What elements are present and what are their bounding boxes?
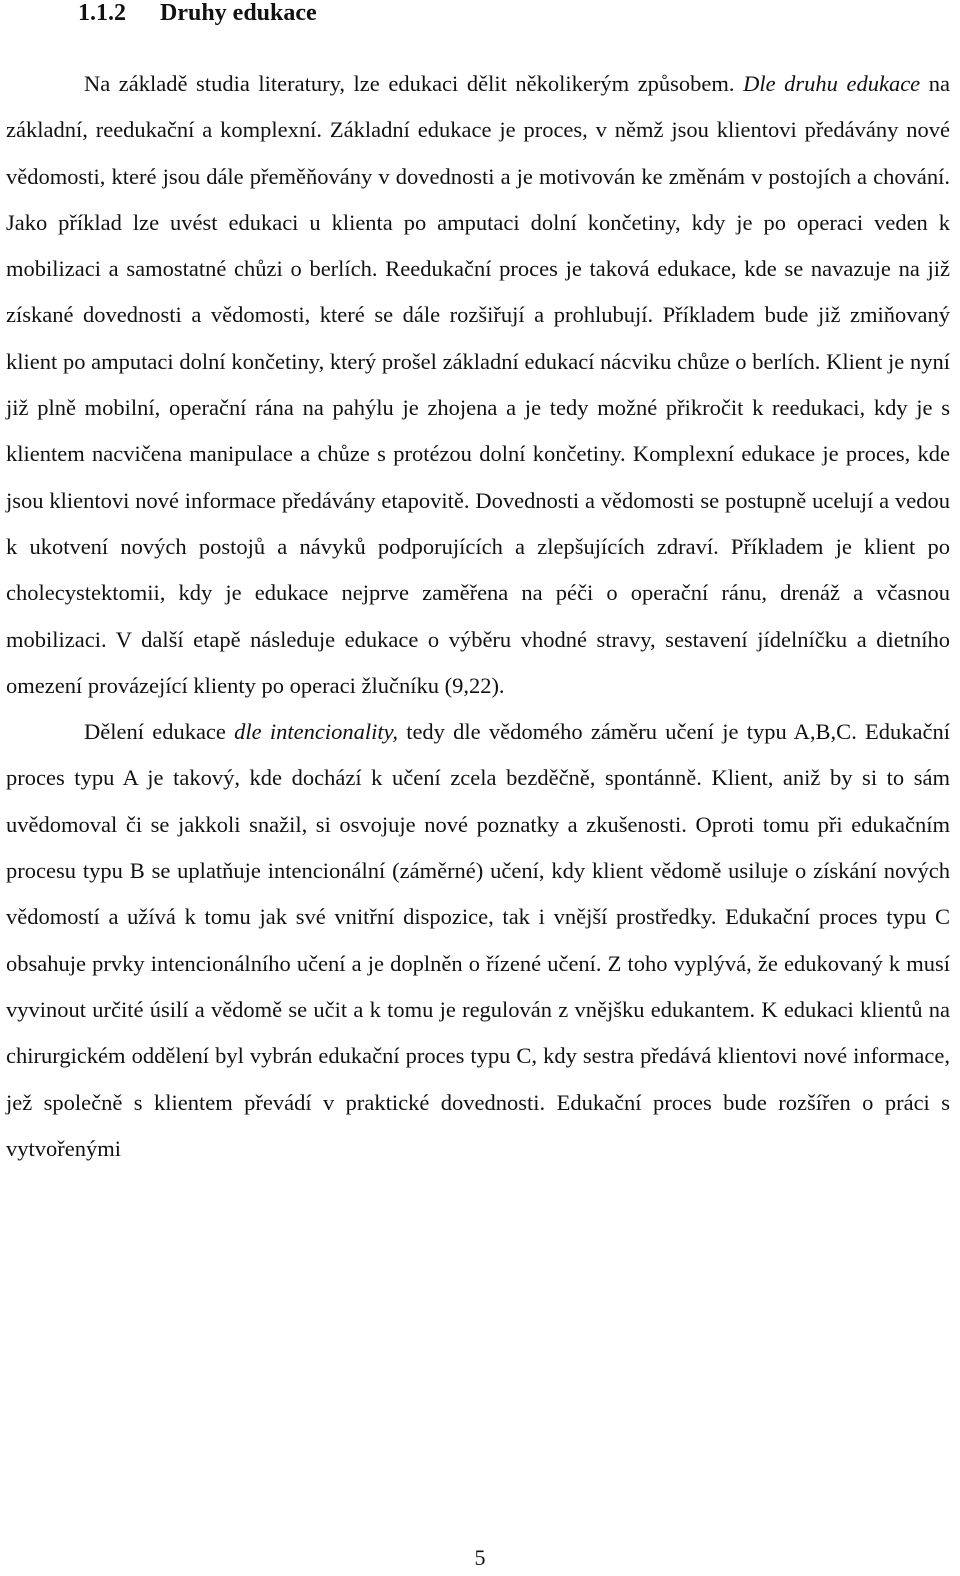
italic-term: Dle druhu edukace xyxy=(743,71,921,96)
body-text xyxy=(6,61,950,1172)
paragraph-types-of-education xyxy=(6,61,950,709)
italic-term: dle intencionality, xyxy=(234,719,398,745)
page-number: 5 xyxy=(474,1545,486,1570)
section-number: 1.1.2 xyxy=(78,0,126,26)
paragraph-text: na základní, reedukační a komplexní. Základní edukace je proces, v němž jsou klientovi předávány nové vědomosti, které jsou dále přeměňovány v dovednosti a je motivován ke změnám v postojích a chování. Jako příklad lze uvést edukaci u klienta po amputaci dolní končetiny, kdy je po operaci veden k mobilizaci a samostatné chůzi o berlích. Reedukační proces je taková edukace, kde se navazuje na již získané dovednosti a vědomosti, které se dále rozšiřují a prohlubují. Příkladem bude již zmiňovaný klient po amputaci dolní končetiny, který prošel základní edukací nácviku chůze o berlích. Klient je nyní již plně mobilní, operační rána na pahýlu je zhojena a je tedy možné přikročit k reedukaci, kdy je s klientem nacvičena manipulace a chůze s protézou dolní končetiny. Komplexní edukace je proces, kde jsou klientovi nové informace předávány etapovitě. Dovednosti a vědomosti se postupně ucelují a vedou k ukotvení nových postojů a návyků podporujících a zlepšujících zdraví. Příkladem je klient po cholecystektomii, kdy je edukace nejprve zaměřena na péči o operační ránu, drenáž a včasnou mobilizaci. V další etapě následuje edukace o výběru vhodné stravy, sestavení jídelníčku a dietního omezení provázející klienty po operaci žlučníku (9,22). xyxy=(6,71,950,698)
paragraph-text: Na základě studia literatury, lze edukaci dělit několikerým způsobem. xyxy=(84,71,744,96)
section-heading xyxy=(78,0,317,28)
paragraph-intentionality xyxy=(6,709,950,1172)
paragraph-text: Dělení edukace xyxy=(84,719,235,745)
paragraph-text: tedy dle vědomého záměru učení je typu A,B,C. Edukační proces typu A je takový, kde dochází k učení zcela bezděčně, spontánně. Klient, aniž by si to sám uvědomoval či se jakkoli snažil, si osvojuje nové poznatky a zkušenosti. Oproti tomu při edukačním procesu typu B se uplatňuje intencionální (záměrné) učení, kdy klient vědomě usiluje o získání nových vědomostí a užívá k tomu jak své vnitřní dispozice, tak i vnější prostředky. Edukační proces typu C obsahuje prvky intencionálního učení a je doplněn o řízené učení. Z toho vyplývá, že edukovaný k musí vyvinout určité úsilí a vědomě se učit a k tomu je regulován z vnějšku edukantem. K edukaci klientů na chirurgickém oddělení byl vybrán edukační proces typu C, kdy sestra předává klientovi nové informace, jež společně s klientem převádí v praktické dovednosti. Edukační proces bude rozšířen o práci s vytvořenými xyxy=(6,719,951,1161)
section-title: Druhy edukace xyxy=(160,0,317,26)
